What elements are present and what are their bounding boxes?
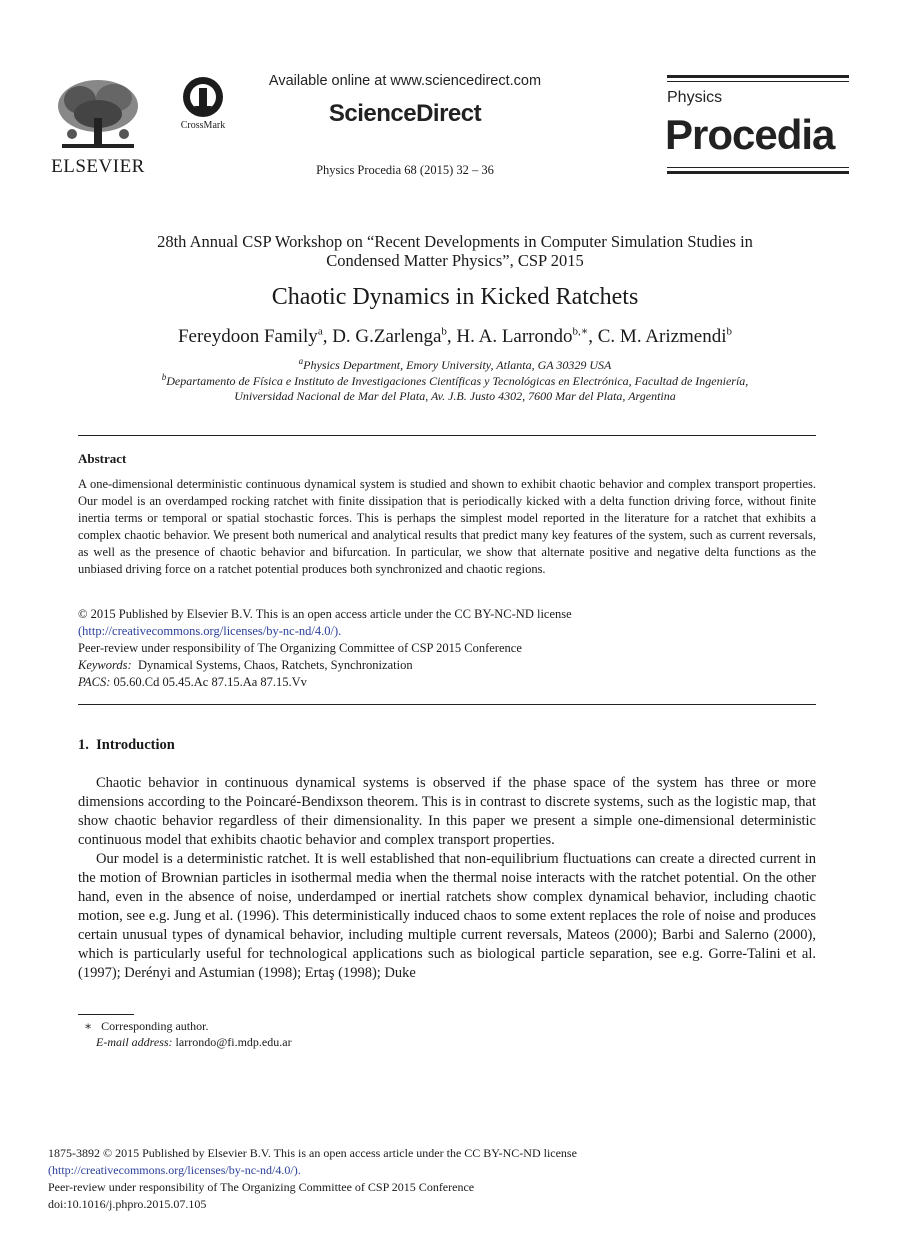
abstract-heading: Abstract [78,451,127,466]
available-online: Available online at www.sciencedirect.com [268,73,542,89]
license-link[interactable]: (http://creativecommons.org/licenses/by-nc-nd/4.0/). [78,624,342,638]
abstract-rule-bottom [78,704,816,705]
abstract-license [78,606,816,691]
author: Fereydoon Family$^a$, [177,325,333,347]
affiliation-a: $^a$Physics Department, Emory University, Atlanta, GA 30329 USA [298,356,612,372]
crossmark-logo[interactable] [174,76,232,132]
procedia-rule-top-thin [667,81,849,82]
affiliations [60,358,850,405]
journal-reference: Physics Procedia 68 (2015) 32 – 36 [316,163,494,177]
pacs-line: PACS: 05.60.Cd 05.45.Ac 87.15.Aa 87.15.Vv [78,675,307,689]
author: D. G.Zarlenga$^b$, [332,325,457,347]
abstract-text: A one-dimensional deterministic continuous dynamical system is studied and shown to exhibit chaotic behavior and complex transport properties. Our model is an overdamped rocking ratchet with finite dissipation that is periodically kicked with a delta function driving force, without finite inertia terms or temporal or spatial stochastic forces. This is perhaps the simplest model reported in the literature for a ratchet that exhibits a complex chaotic behavior. We present both numerical and analytical results that predict many key features of the system, such as current reversals, as well as the presence of chaotic behavior and bifurcation. In particular, we show that alternate positive and negative delta functions as the unbiased driving force on a ratchet potential produces both synchronized and chaotic regions. [78,477,816,576]
page-footer [48,1145,848,1213]
paper-title: Chaotic Dynamics in Kicked Ratchets [271,284,639,310]
sciencedirect-brand[interactable]: ScienceDirect [328,100,482,127]
corresponding-author: ∗ Corresponding author. [84,1019,209,1033]
crossmark-icon [174,76,232,120]
email-address[interactable]: larrondo@fi.mdp.edu.ar [175,1035,292,1049]
publisher-name: ELSEVIER [51,156,145,177]
abstract-rule-top [78,435,816,436]
procedia-physics: Physics [667,89,723,106]
affiliation-b-cont: Universidad Nacional de Mar del Plata, Av. J.B. Justo 4302, 7600 Mar del Plata, Argentina [234,389,676,403]
author: C. M. Arizmendi$^b$ [597,325,733,347]
affiliation-b: $^b$Departamento de Física e Instituto de Investigaciones Científicas y Tecnológicas en Electrónica, Facultad de Ingeniería, [161,371,749,388]
elsevier-tree-icon [50,74,146,154]
conference-line-2: Condensed Matter Physics”, CSP 2015 [326,251,584,270]
peer-review-line: Peer-review under responsibility of The Organizing Committee of CSP 2015 Conference [78,641,522,655]
keywords-line: Keywords: Dynamical Systems, Chaos, Ratchets, Synchronization [78,658,413,672]
procedia-rule-bottom [667,171,849,174]
paragraph: Our model is a deterministic ratchet. It is well established that non-equilibrium fluctuations can create a directed current in the motion of Brownian particles in isothermal media when the thermal noise interacts with the ratchet potential. On the other hand, even in the absence of noise, underdamped or inertial ratchets show complex dynamical behavior, including chaotic motion, see e.g. Jung et al. (1996). This deterministically induced chaos to some extent replaces the role of noise and produces certain unusual types of dynamical behavior, including multiple current reversals, Mateos (2000); Barbi and Salerno (2000), which is particularly useful for technological applications such as biological particle separation, see e.g. Gorre-Talini et al. (1997); Derényi and Astumian (1998); Ertaş (1998); Duke [78,851,816,981]
footer-doi[interactable]: doi:10.1016/j.phpro.2015.07.105 [48,1197,207,1211]
email-line: E-mail address: larrondo@fi.mdp.edu.ar [96,1035,292,1049]
section-heading: 1. Introduction [78,737,175,753]
paragraph: Chaotic behavior in continuous dynamical systems is observed if the phase space of the system has three or more dimensions according to the Poincaré-Bendixson theorem. This is in contrast to discrete systems, such as the logistic map, that show chaotic behavior regardless of their dimensionality. In this paper we present a simple one-dimensional deterministic continuous model that exhibits chaotic behavior and complex transport properties. [78,775,816,848]
procedia-rule-bottom-thin [667,167,849,168]
elsevier-logo [50,74,146,177]
conference-line-1: 28th Annual CSP Workshop on “Recent Developments in Computer Simulation Studies in [157,232,753,251]
footnote [84,1018,292,1050]
conference-name [60,232,850,270]
introduction-body [78,774,816,983]
footnote-rule [78,1014,134,1015]
procedia-title: Procedia [665,111,835,158]
crossmark-label: CrossMark [180,120,226,131]
footer-peer-review: Peer-review under responsibility of The Organizing Committee of CSP 2015 Conference [48,1180,475,1194]
author-list [60,326,850,348]
procedia-rule-top [667,75,849,78]
author: H. A. Larrondo$^{b,∗}$, [456,325,598,347]
footer-issn: 1875-3892 © 2015 Published by Elsevier B.V. This is an open access article under the CC BY-NC-ND license [48,1146,577,1160]
copyright-line: © 2015 Published by Elsevier B.V. This is an open access article under the CC BY-NC-ND license [78,607,572,621]
footer-license-link[interactable]: (http://creativecommons.org/licenses/by-nc-nd/4.0/). [48,1163,301,1177]
procedia-brand [667,75,849,177]
